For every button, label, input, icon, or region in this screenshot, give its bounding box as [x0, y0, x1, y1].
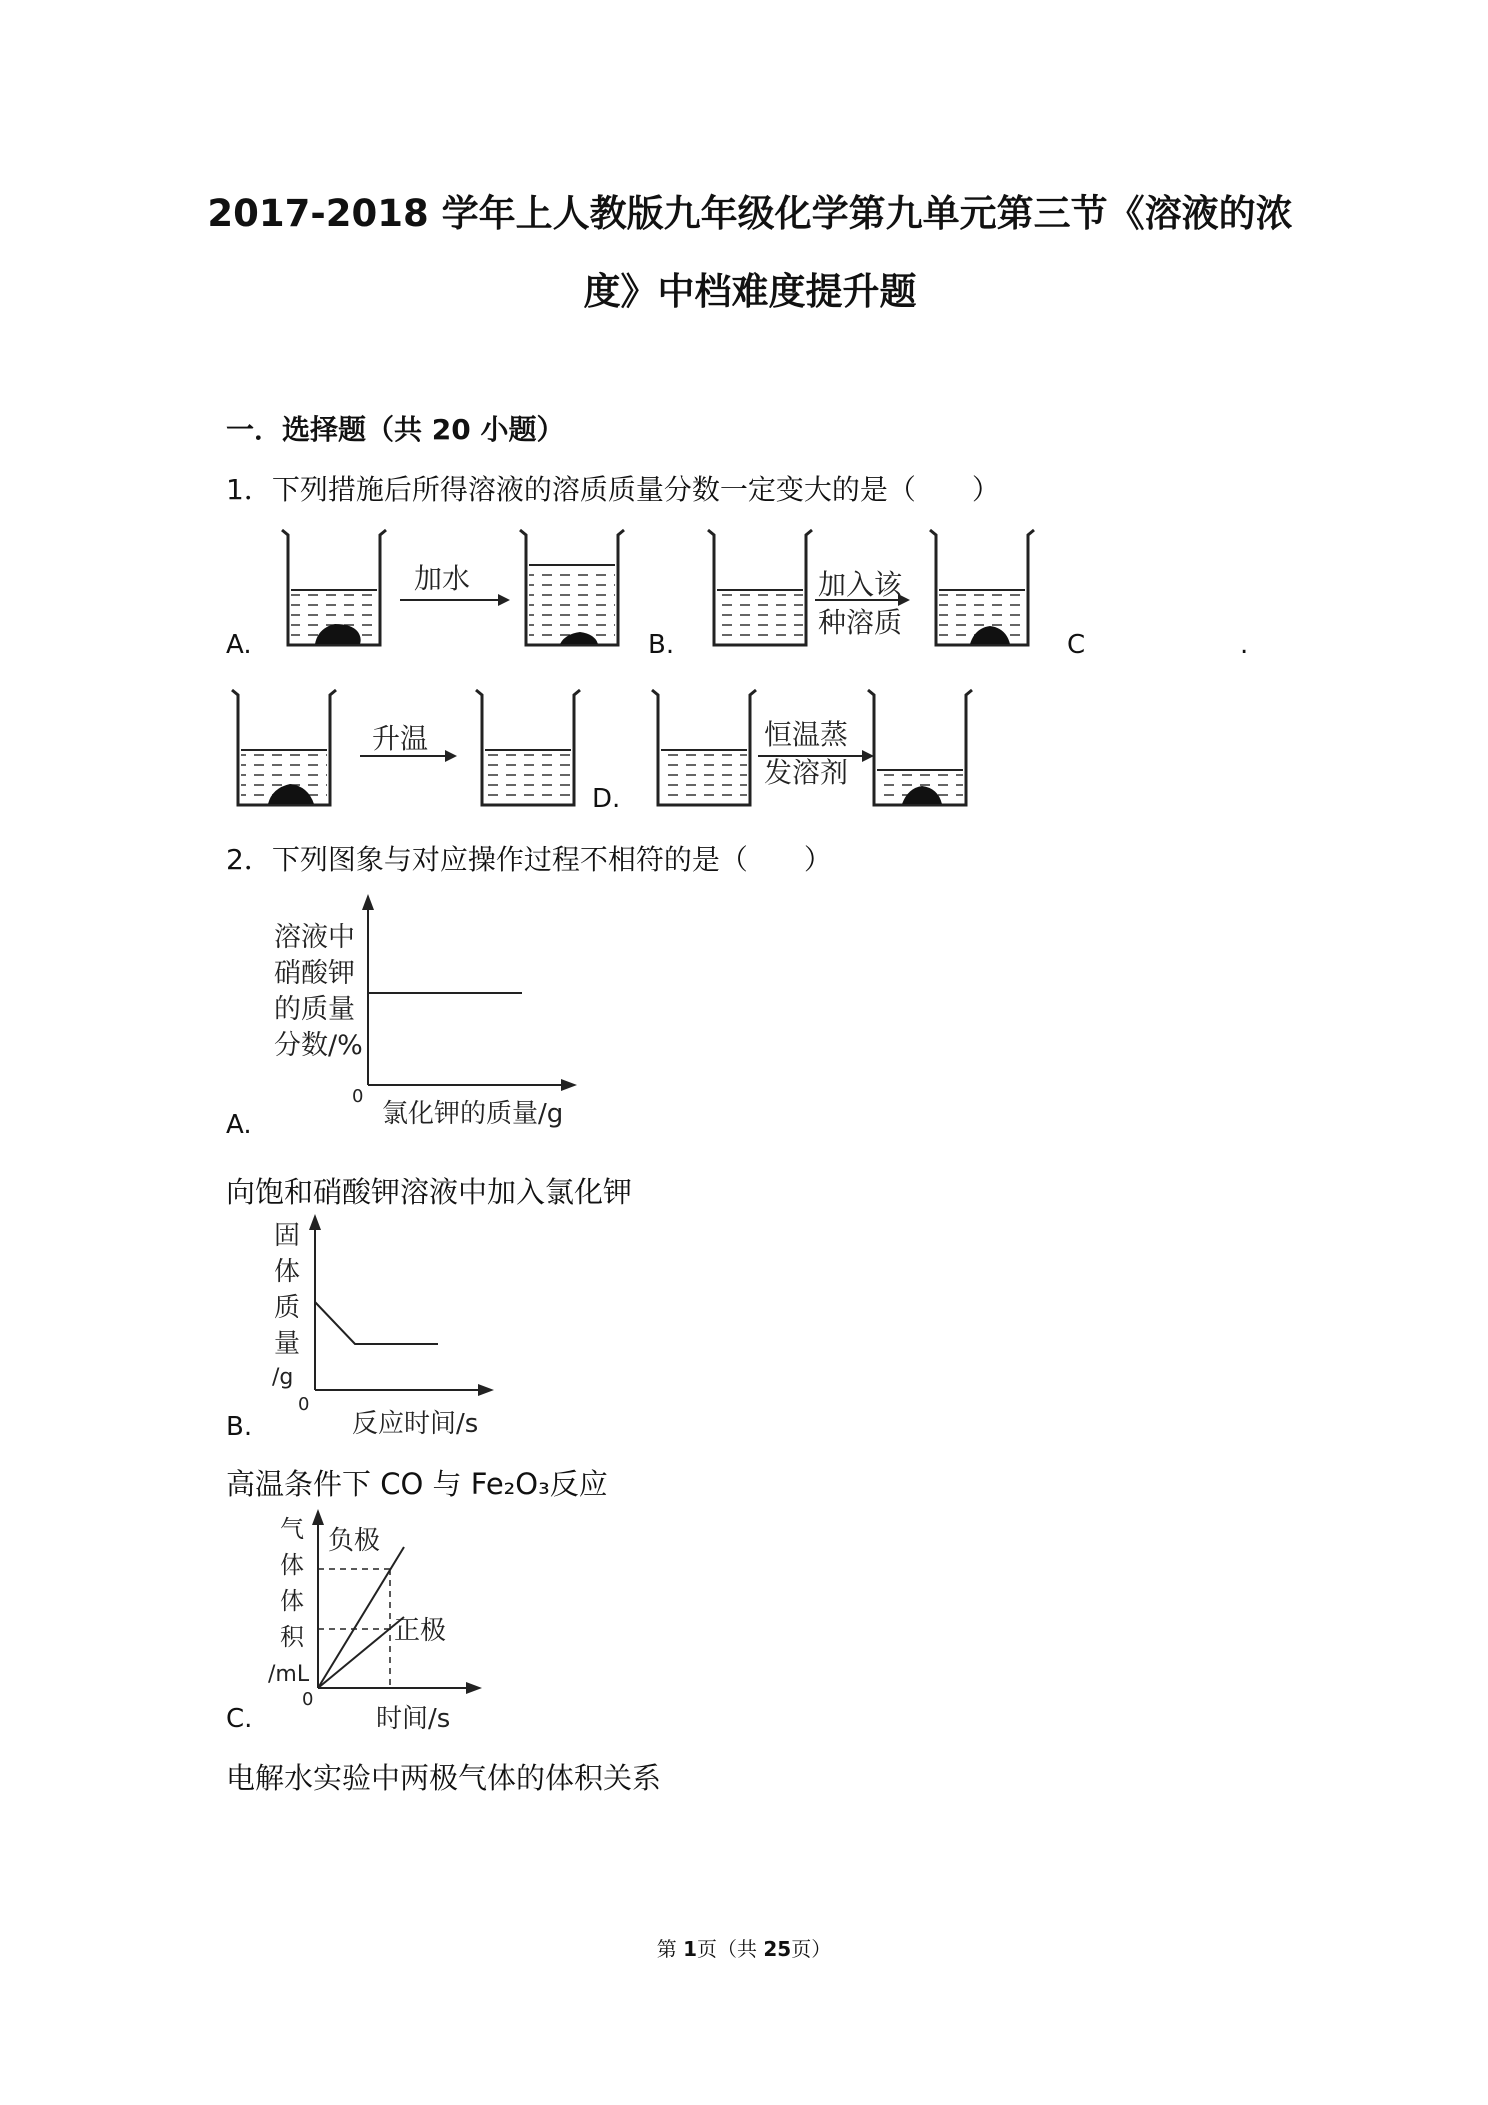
x-axis-label: 氯化钾的质量/g	[382, 1099, 564, 1129]
page-footer	[0, 1933, 1488, 1962]
x-axis	[368, 1079, 577, 1091]
x-axis	[315, 1384, 494, 1396]
y-label-line-5: /mL	[268, 1662, 310, 1687]
footer-page-number: 1	[683, 1937, 698, 1961]
y-label-line-1: 气	[280, 1515, 304, 1543]
beaker-icon	[232, 690, 336, 805]
x-axis-label: 时间/s	[376, 1704, 451, 1734]
graph-c	[260, 1505, 500, 1735]
page-title-line-2: 度》中档难度提升题	[583, 270, 917, 313]
graph-c-caption: 电解水实验中两极气体的体积关系	[226, 1761, 662, 1795]
x-axis-label: 反应时间/s	[352, 1409, 479, 1439]
option-d-arrow-label-line-1: 恒温蒸	[764, 718, 849, 751]
beaker-icon	[930, 530, 1034, 645]
option-c-arrow-label: 升温	[372, 722, 429, 755]
footer-prefix: 第	[656, 1937, 684, 1961]
origin-label: 0	[302, 1689, 314, 1710]
section-heading: 一．选择题（共 20 小题）	[226, 413, 565, 446]
graph-c-letter: C.	[226, 1704, 253, 1734]
graph-b-letter: B.	[226, 1412, 253, 1442]
y-label-line-4: 分数/%	[274, 1030, 363, 1061]
option-d-diagram	[652, 690, 972, 805]
beaker-icon	[520, 530, 624, 645]
y-label-line-2: 硝酸钾	[274, 958, 355, 989]
y-axis	[312, 1509, 324, 1688]
question-1-stem: 1．下列措施后所得溶液的溶质质量分数一定变大的是（ ）	[226, 473, 1000, 506]
graph-b	[260, 1210, 520, 1440]
origin-label: 0	[352, 1086, 364, 1107]
option-b-arrow-label-line-2: 种溶质	[818, 606, 903, 639]
y-label-line-4: 量	[274, 1329, 301, 1359]
graph-a-letter: A.	[226, 1110, 252, 1140]
graph-b-caption: 高温条件下 CO 与 Fe₂O₃反应	[226, 1467, 608, 1501]
option-b-arrow-label-line-1: 加入该	[818, 568, 903, 601]
question-1-figure	[0, 0, 1488, 820]
option-d-arrow-label-line-2: 发溶剂	[764, 756, 849, 789]
y-label-line-1: 固	[274, 1221, 301, 1251]
option-b-letter: B.	[648, 630, 675, 660]
x-axis	[318, 1682, 482, 1694]
series-line-positive	[318, 1617, 404, 1688]
option-c-dot: .	[1240, 630, 1249, 660]
option-a-letter: A.	[226, 630, 252, 660]
y-label-line-2: 体	[274, 1257, 301, 1287]
beaker-icon	[476, 690, 580, 805]
footer-middle: 页（共	[697, 1937, 764, 1961]
page-title-line-1: 2017-2018 学年上人教版九年级化学第九单元第三节《溶液的浓	[207, 192, 1293, 235]
beaker-icon	[708, 530, 812, 645]
option-a-diagram	[282, 530, 624, 645]
series-label-positive: 正极	[394, 1616, 447, 1646]
origin-label: 0	[298, 1394, 310, 1415]
series-line-negative	[318, 1547, 404, 1688]
series-label-negative: 负极	[328, 1526, 381, 1556]
option-c-letter: C	[1067, 630, 1086, 660]
y-label-line-5: /g	[272, 1365, 294, 1390]
y-label-line-4: 积	[280, 1623, 304, 1651]
beaker-icon	[282, 530, 386, 645]
option-c-diagram	[232, 690, 580, 805]
question-2-stem: 2．下列图象与对应操作过程不相符的是（ ）	[226, 843, 832, 876]
beaker-icon	[868, 690, 972, 805]
y-label-line-3: 的质量	[274, 994, 355, 1025]
y-label-line-2: 体	[280, 1551, 304, 1579]
beaker-icon	[652, 690, 756, 805]
y-axis	[362, 894, 374, 1085]
graph-a	[260, 890, 600, 1140]
arrow-icon	[400, 594, 510, 606]
option-d-letter: D.	[592, 784, 621, 814]
y-label-line-3: 体	[280, 1587, 304, 1615]
option-a-arrow-label: 加水	[414, 562, 471, 595]
footer-suffix: 页）	[791, 1937, 832, 1961]
graph-a-caption: 向饱和硝酸钾溶液中加入氯化钾	[226, 1175, 633, 1209]
footer-total-pages: 25	[763, 1937, 792, 1961]
y-label-line-3: 质	[274, 1293, 301, 1323]
option-b-diagram	[708, 530, 1034, 645]
series-line	[315, 1302, 438, 1344]
y-label-line-1: 溶液中	[274, 922, 355, 953]
